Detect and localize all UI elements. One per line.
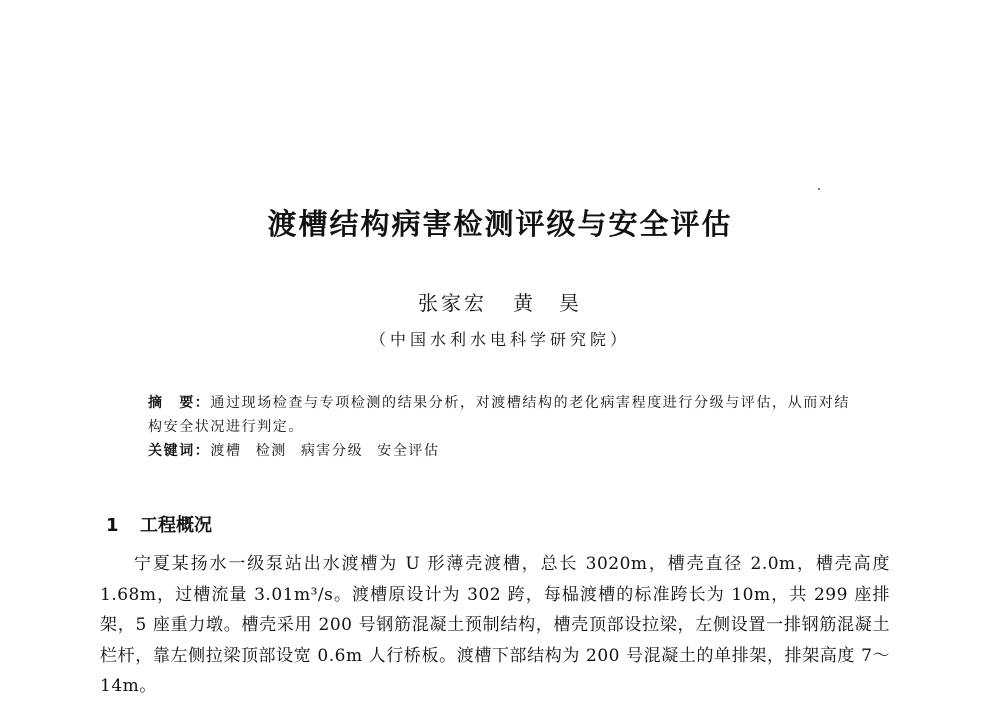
keyword: 安全评估 — [377, 443, 440, 459]
affiliation: （中国水利水电科学研究院） — [369, 330, 630, 349]
keywords-line — [148, 439, 860, 463]
keyword: 病害分级 — [300, 443, 364, 459]
abstract-label: 摘 要： — [148, 395, 211, 411]
author-name: 黄 昊 — [513, 291, 582, 315]
body-paragraph: 宁夏某扬水一级泵站出水渡槽为 U 形薄壳渡槽，总长 3020m，槽壳直径 2.0m，槽壳高度 1.68m，过槽流量 3.01m³/s。渡槽原设计为 302 跨，每榀渡槽的标准跨长为 10m，共 299 座排架，5 座重力墩。槽壳采用 200 号钢筋混凝土预制结构，槽壳顶部设拉梁，左侧设置一排钢筋混凝土栏杆，靠左侧拉梁顶部设宽 0.6m 人行桥板。渡槽下部结构为 200 号混凝土的单排架，排架高度 7～14m。 — [100, 554, 890, 696]
author-list — [0, 287, 1000, 316]
abstract-block — [148, 391, 860, 463]
scan-speck — [818, 188, 820, 190]
keyword: 检测 — [255, 443, 287, 459]
abstract-paragraph — [148, 391, 860, 439]
body-text — [100, 549, 890, 702]
section-number: 1 — [106, 515, 119, 536]
abstract-text: 通过现场检查与专项检测的结果分析，对渡槽结构的老化病害程度进行分级与评估，从而对结构安全状况进行判定。 — [148, 395, 851, 435]
paper-title: 渡槽结构病害检测评级与安全评估 — [267, 207, 733, 241]
keywords-label: 关键词： — [148, 443, 211, 459]
author-name: 张家宏 — [418, 291, 487, 315]
section-title: 工程概况 — [140, 515, 212, 536]
keyword: 渡槽 — [210, 443, 242, 459]
section-heading — [106, 511, 212, 537]
